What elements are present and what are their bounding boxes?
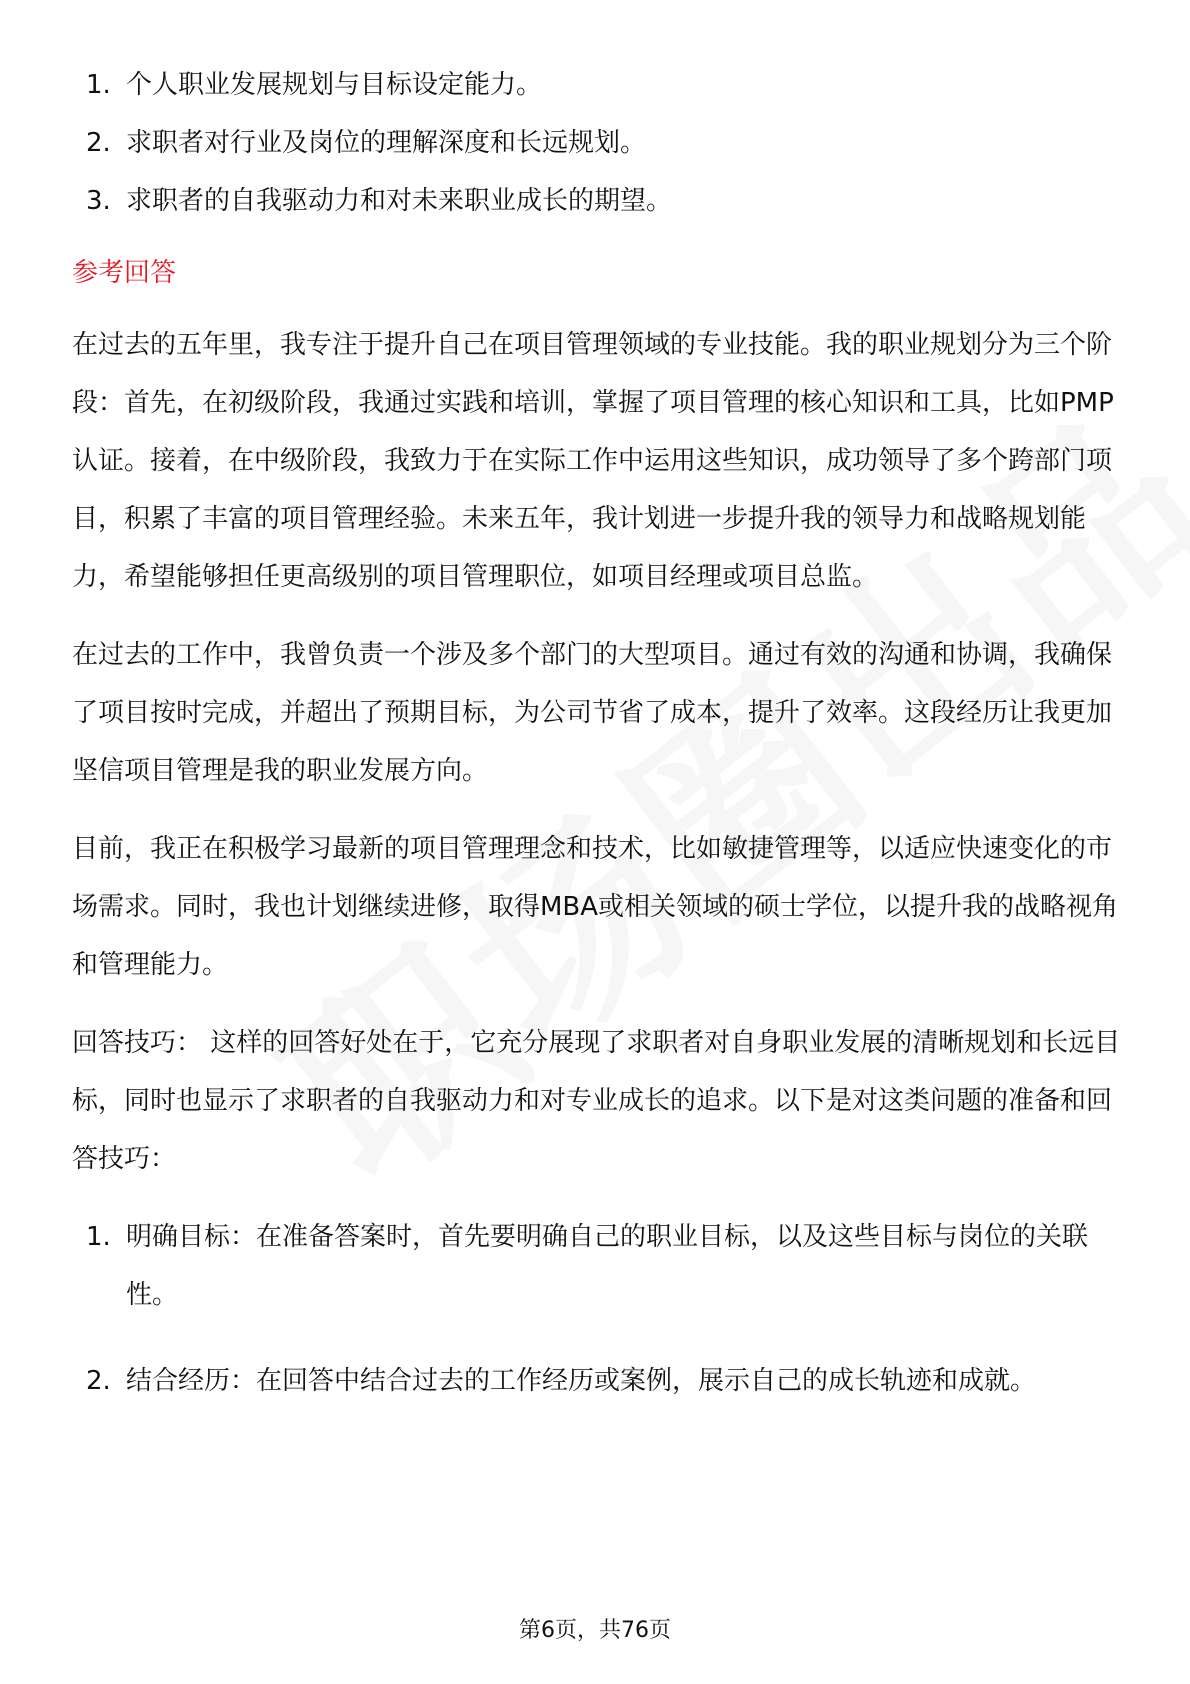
list-item-text: 结合经历：在回答中结合过去的工作经历或案例，展示自己的成长轨迹和成就。	[126, 1366, 1037, 1396]
intro-list	[72, 56, 1122, 230]
list-item	[72, 1352, 1122, 1410]
list-item-text: 求职者对行业及岗位的理解深度和长远规划。	[126, 128, 647, 158]
list-item	[72, 1208, 1122, 1324]
list-item	[72, 172, 1122, 230]
list-number: 3.	[86, 186, 111, 216]
answer-paragraph: 在过去的工作中，我曾负责一个涉及多个部门的大型项目。通过有效的沟通和协调，我确保了项目按时完成，并超出了预期目标，为公司节省了成本，提升了效率。这段经历让我更加坚信项目管理是我的职业发展方向。	[72, 640, 1113, 786]
section-title: 参考回答	[72, 258, 177, 288]
list-item	[72, 56, 1122, 114]
list-item-text: 个人职业发展规划与目标设定能力。	[126, 70, 543, 100]
page-content	[72, 56, 1122, 1438]
list-number: 2.	[86, 1366, 111, 1396]
list-number: 2.	[86, 128, 111, 158]
list-number: 1.	[86, 70, 111, 100]
list-item-text: 明确目标：在准备答案时，首先要明确自己的职业目标，以及这些目标与岗位的关联性。	[126, 1222, 1089, 1310]
answer-paragraph: 目前，我正在积极学习最新的项目管理理念和技术，比如敏捷管理等，以适应快速变化的市场需求。同时，我也计划继续进修，取得MBA或相关领域的硕士学位，以提升我的战略视角和管理能力。	[72, 834, 1119, 980]
list-item	[72, 114, 1122, 172]
list-item-text: 求职者的自我驱动力和对未来职业成长的期望。	[126, 186, 673, 216]
list-number: 1.	[86, 1222, 111, 1252]
answer-paragraph: 在过去的五年里，我专注于提升自己在项目管理领域的专业技能。我的职业规划分为三个阶段：首先，在初级阶段，我通过实践和培训，掌握了项目管理的核心知识和工具，比如PMP认证。接着，在中级阶段，我致力于在实际工作中运用这些知识，成功领导了多个跨部门项目，积累了丰富的项目管理经验。未来五年，我计划进一步提升我的领导力和战略规划能力，希望能够担任更高级别的项目管理职位，如项目经理或项目总监。	[72, 330, 1114, 592]
tips-intro-paragraph: 回答技巧： 这样的回答好处在于，它充分展现了求职者对自身职业发展的清晰规划和长远目标，同时也显示了求职者的自我驱动力和对专业成长的追求。以下是对这类问题的准备和回答技巧：	[72, 1028, 1121, 1174]
tips-list	[72, 1208, 1122, 1410]
page-number-footer: 第6页，共76页	[519, 1618, 671, 1643]
